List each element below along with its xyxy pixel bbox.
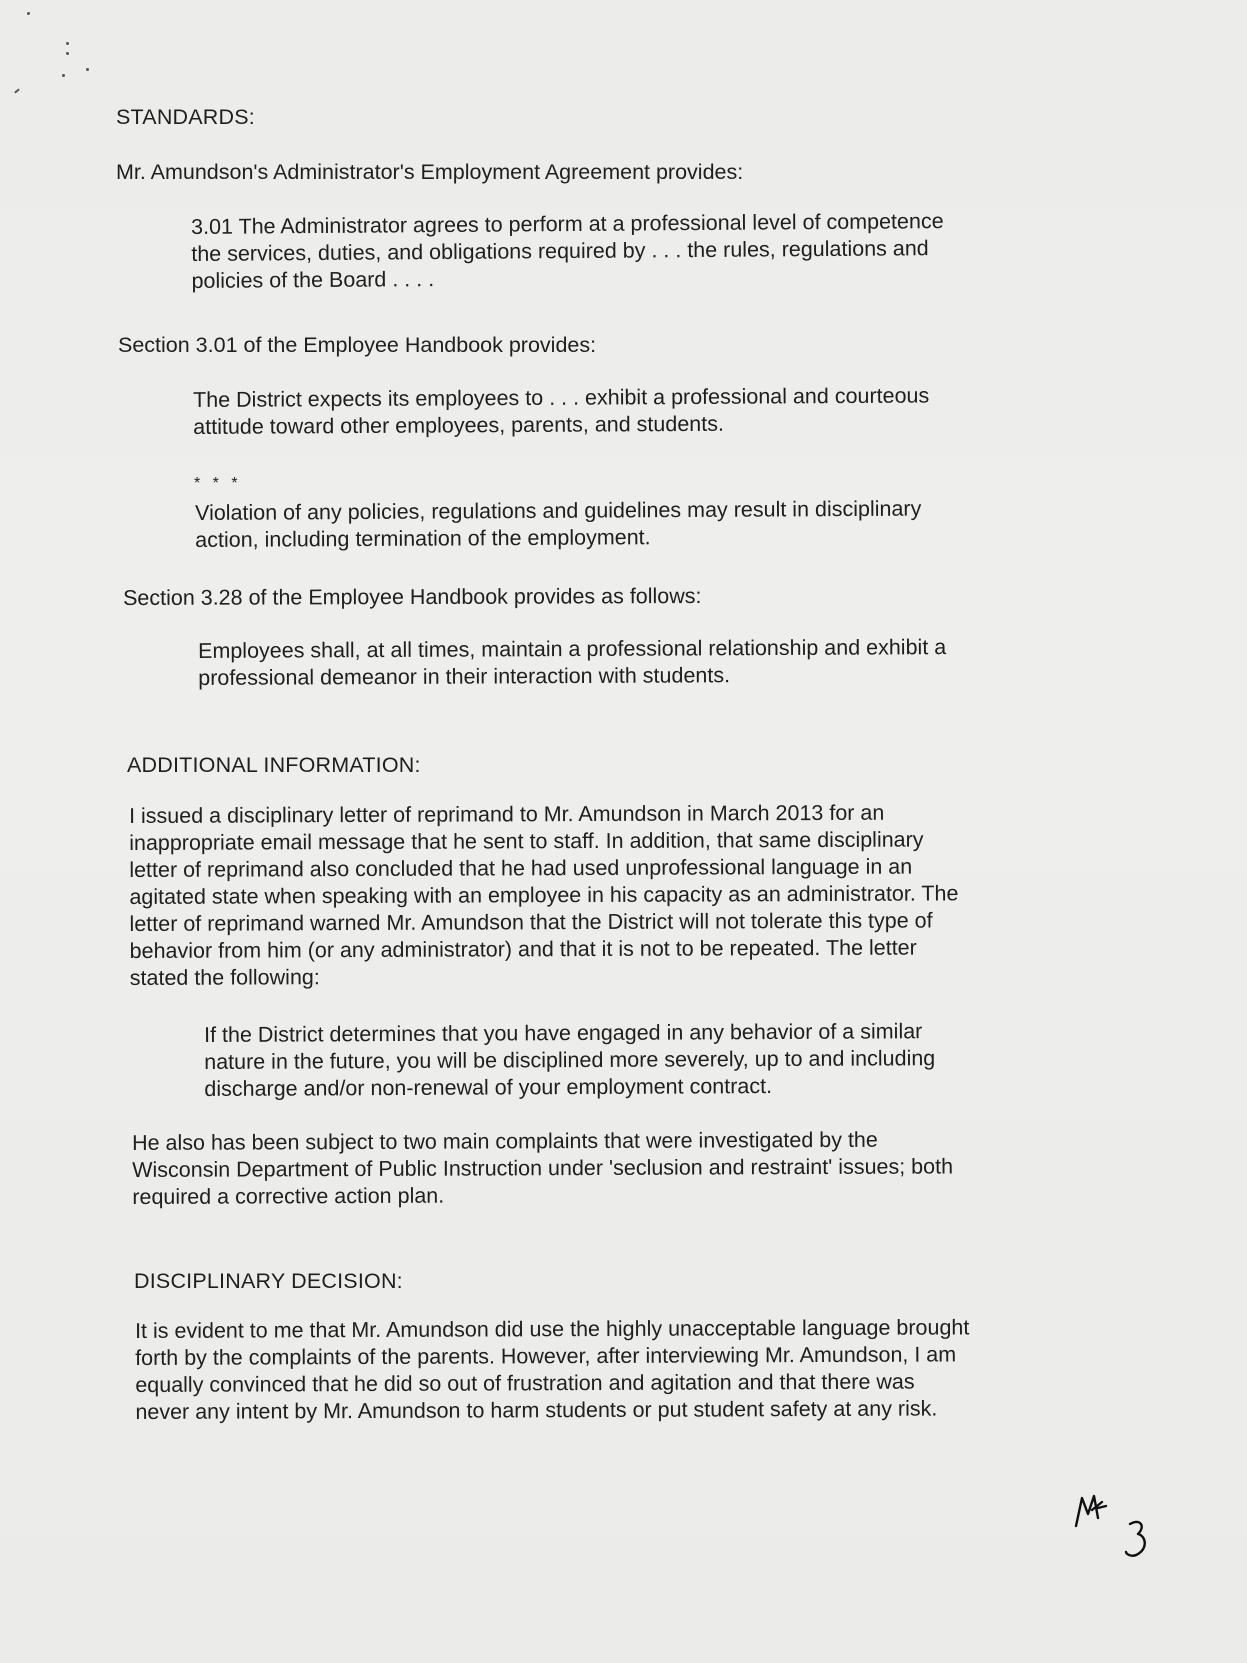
handbook-328-quote: Employees shall, at all times, maintain a professional relationship and exhibit a professional demeanor in their interaction with students. [198, 635, 947, 690]
handwritten-page-number [1126, 1522, 1145, 1556]
paper-speck [86, 68, 89, 71]
handbook-301-violation: Violation of any policies, regulations and guidelines may result in disciplinary action, including termination of the employment. [195, 496, 922, 552]
reprimand-letter-quote: If the District determines that you have engaged in any behavior of a similar nature in the future, you will be disciplined more severely, up to and including discharge and/or non-renewal of your employment contract. [204, 1019, 936, 1101]
section-separator: * * * [194, 475, 242, 492]
paper-speck [14, 88, 20, 93]
handbook-301-intro: Section 3.01 of the Employee Handbook provides: [118, 333, 597, 357]
paper-speck [62, 74, 65, 77]
handbook-301-quote: The District expects its employees to . . . exhibit a professional and courteous attitude toward other employees, parents, and students. [193, 383, 930, 439]
paper-speck [66, 52, 69, 55]
standards-heading: STANDARDS: [116, 105, 255, 129]
paper-speck [27, 12, 30, 15]
disciplinary-decision-heading: DISCIPLINARY DECISION: [134, 1269, 403, 1293]
additional-information-heading: ADDITIONAL INFORMATION: [127, 753, 421, 777]
handbook-328-intro: Section 3.28 of the Employee Handbook provides as follows: [123, 583, 702, 610]
handwritten-initials-and-page-number [1068, 1488, 1148, 1568]
additional-information-paragraph: I issued a disciplinary letter of reprimand to Mr. Amundson in March 2013 for an inappropriate email message that he sent to staff. In addition, that same disciplinary letter of reprimand also concluded that he had used unprofessional language in an agitated state when speaking with an employee in his capacity as an administrator. The letter of reprimand warned Mr. Amundson that the District will not tolerate this type of behavior from him (or any administrator) and that it is not to be repeated. The letter stated the following: [129, 800, 959, 990]
paper-speck [66, 42, 69, 45]
complaints-paragraph: He also has been subject to two main complaints that were investigated by the Wisconsin Department of Public Instruction under 'seclusion and restraint' issues; both required a corrective action plan. [132, 1127, 954, 1209]
disciplinary-decision-paragraph: It is evident to me that Mr. Amundson did use the highly unacceptable language brought forth by the complaints of the parents. However, after interviewing Mr. Amundson, I am equally convinced that he did so out of frustration and agitation and that there was never any intent by Mr. Amundson to harm students or put student safety at any risk. [135, 1315, 970, 1424]
agreement-intro: Mr. Amundson's Administrator's Employment Agreement provides: [116, 160, 744, 184]
agreement-quote: 3.01 The Administrator agrees to perform at a professional level of competence the services, duties, and obligations required by . . . the rules, regulations and policies of the Board . . . . [191, 209, 944, 293]
handwritten-initials-mark [1076, 1496, 1106, 1526]
